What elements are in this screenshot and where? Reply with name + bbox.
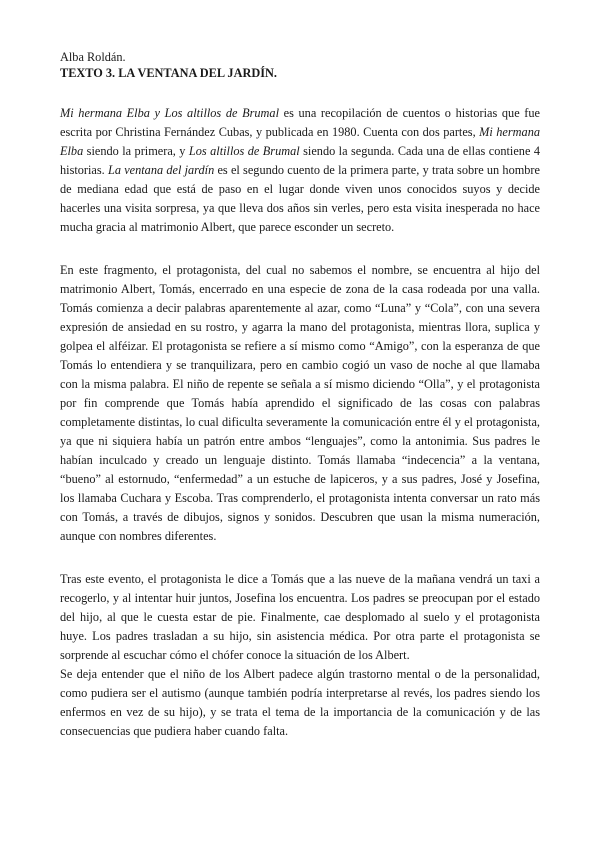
book-title: Mi hermana Elba y Los altillos de Brumal: [60, 106, 279, 120]
paragraph-events: Tras este evento, el protagonista le dice a Tomás que a las nueve de la mañana vendrá un taxi a recogerlo, y al intentar huir juntos, Josefina los encuentra. Los padres se preocupan por el estado del hijo, al que le cuesta estar de pie. Finalmente, cae desplomado al suelo y el protagonista huye. Los padres trasladan a su hijo, sin asistencia médica. Por otra parte el protagonista se sorprende al escuchar cómo el chófer conoce la situación de los Albert.: [60, 572, 540, 662]
paragraph-intro: [60, 104, 540, 237]
paragraph-conclusion: Se deja entender que el niño de los Albert padece algún trastorno mental o de la personalidad, como pudiera ser el autismo (aunque también podría interpretarse al revés, los padres siendo los enfermos en vez de su hijo), y se trata el tema de la importancia de la comunicación y de las consecuencias que pudiera haber cuando falta.: [60, 667, 540, 738]
intro-text-d: es el segundo cuento de la primera parte, y trata sobre un hombre de mediana edad que está de paso en el lugar donde viven unos conocidos suyos y decide hacerles una visita sorpresa, ya que lleva dos años sin verles, pero esta visita inesperada no hace mucha gracia al matrimonio Albert, que parece esconder un secreto.: [60, 163, 540, 234]
intro-text-b: siendo la primera, y: [83, 144, 189, 158]
author-name: Alba Roldán.: [60, 50, 126, 64]
part-two-title: Los altillos de Brumal: [188, 144, 300, 158]
story-title: La ventana del jardín: [107, 163, 215, 177]
intro-text-c: siendo la segunda. Cada una de ellas contiene 4 historias.: [60, 144, 541, 177]
part-one-title: Mi hermana Elba: [60, 125, 540, 158]
intro-text-a: es una recopilación de cuentos o historias que fue escrita por Christina Fernández Cubas, y publicada en 1980. Cuenta con dos partes,: [60, 106, 540, 139]
paragraph-summary: En este fragmento, el protagonista, del cual no sabemos el nombre, se encuentra al hijo del matrimonio Albert, Tomás, encerrado en una especie de zona de la casa rodeada por una valla. Tomás comienza a decir palabras aparentemente al azar, como “Luna” y “Cola”, con una severa expresión de ansiedad en su rostro, y agarra la mano del protagonista, mientras llora, suplica y golpea el alféizar. El protagonista se refiere a sí mismo como “Amigo”, con la esperanza de que Tomás lo entendiera y se tranquilizara, pero en cambio cogió un vaso de noche al que llamaba con la misma palabra. El niño de repente se señala a sí mismo diciendo “Olla”, y el protagonista por fin comprende que Tomás había aprendido el significado de las cosas con palabras completamente distintas, lo cual dificulta severamente la comunicación entre él y el protagonista, ya que ni siquiera había un patrón entre ambos “lenguajes”, como la antonimia. Sus padres le habían inculcado y creado un lenguaje distinto. Tomás llamaba “indecencia” a la ventana, “bueno” al estornudo, “enfermedad” a un estuche de lapiceros, y a sus padres, José y Josefina, los llamaba Cuchara y Escoba. Tras comprenderlo, el protagonista intenta conversar un rato más con Tomás, a través de dibujos, signos y sonidos. Descubren que usan la misma numeración, aunque con nombres diferentes.: [60, 263, 540, 543]
document-title: TEXTO 3. LA VENTANA DEL JARDÍN.: [60, 66, 277, 80]
